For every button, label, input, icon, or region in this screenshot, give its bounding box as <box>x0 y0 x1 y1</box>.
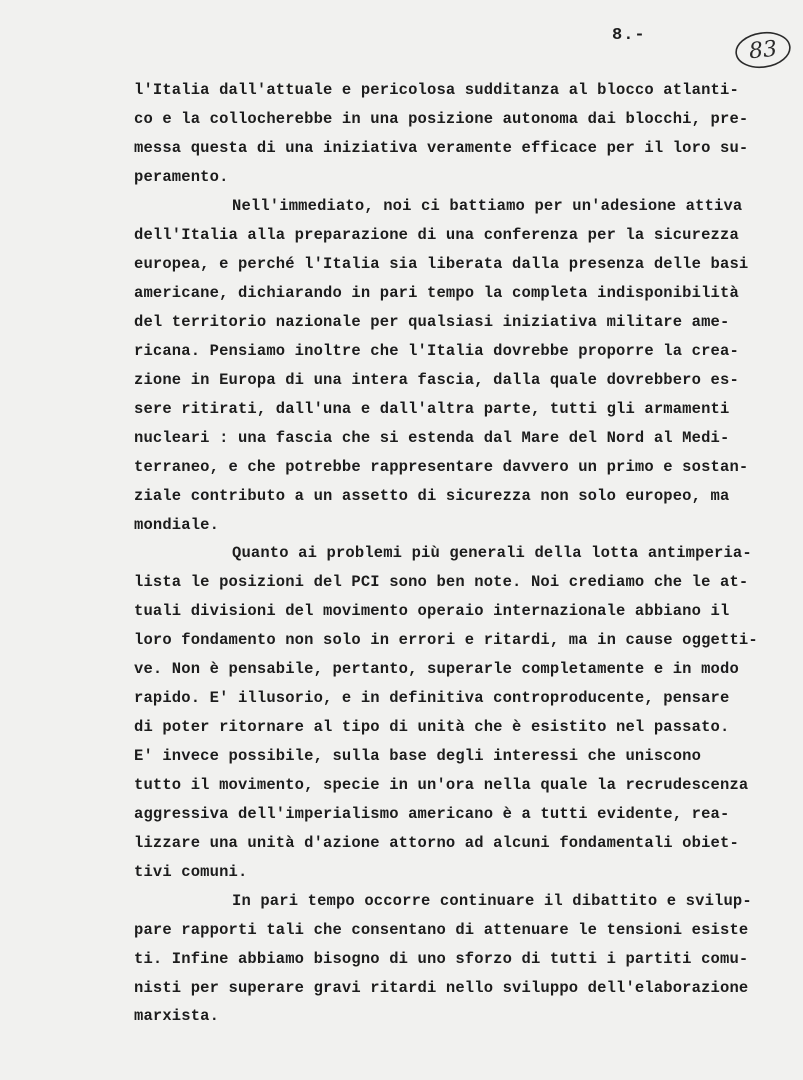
text-line: co e la collocherebbe in una posizione autonoma dai blocchi, pre- <box>134 110 749 128</box>
text-line: nucleari : una fascia che si estenda dal Mare del Nord al Medi- <box>134 429 730 447</box>
text-line: lizzare una unità d'azione attorno ad alcuni fondamentali obiet- <box>134 834 739 852</box>
text-line: ti. Infine abbiamo bisogno di uno sforzo di tutti i partiti comu- <box>134 950 749 968</box>
text-line: di poter ritornare al tipo di unità che è esistito nel passato. <box>134 718 730 736</box>
text-line: del territorio nazionale per qualsiasi iniziativa militare ame- <box>134 313 730 331</box>
text-line: ziale contributo a un assetto di sicurezza non solo europeo, ma <box>134 487 730 505</box>
text-line: tutto il movimento, specie in un'ora nella quale la recrudescenza <box>134 776 749 794</box>
archive-stamp <box>733 30 793 70</box>
text-line: aggressiva dell'imperialismo americano è a tutti evidente, rea- <box>134 805 730 823</box>
text-line: loro fondamento non solo in errori e ritardi, ma in cause oggetti- <box>134 631 758 649</box>
page-number: 8.- <box>612 26 646 45</box>
text-line: ricana. Pensiamo inoltre che l'Italia dovrebbe proporre la crea- <box>134 342 739 360</box>
text-line: nisti per superare gravi ritardi nello sviluppo dell'elaborazione <box>134 979 749 997</box>
text-line: Nell'immediato, noi ci battiamo per un'adesione attiva <box>232 197 743 215</box>
text-line: peramento. <box>134 168 229 186</box>
text-line: lista le posizioni del PCI sono ben note. Noi crediamo che le at- <box>134 573 749 591</box>
text-line: americane, dichiarando in pari tempo la completa indisponibilità <box>134 284 739 302</box>
text-line: mondiale. <box>134 516 220 534</box>
text-line: marxista. <box>134 1007 220 1025</box>
text-line: In pari tempo occorre continuare il dibattito e svilup- <box>232 892 752 910</box>
text-line: l'Italia dall'attuale e pericolosa sudditanza al blocco atlanti- <box>134 81 739 99</box>
text-line: terraneo, e che potrebbe rappresentare davvero un primo e sostan- <box>134 458 749 476</box>
text-line: ve. Non è pensabile, pertanto, superarle completamente e in modo <box>134 660 739 678</box>
text-line: messa questa di una iniziativa veramente efficace per il loro su- <box>134 139 749 157</box>
text-line: Quanto ai problemi più generali della lotta antimperia- <box>232 544 752 562</box>
text-line: europea, e perché l'Italia sia liberata dalla presenza delle basi <box>134 255 749 273</box>
text-line: tivi comuni. <box>134 863 248 881</box>
text-line: dell'Italia alla preparazione di una conferenza per la sicurezza <box>134 226 739 244</box>
text-line: sere ritirati, dall'una e dall'altra parte, tutti gli armamenti <box>134 400 730 418</box>
page-header <box>0 18 803 64</box>
text-line: E' invece possibile, sulla base degli interessi che uniscono <box>134 747 702 765</box>
text-line: tuali divisioni del movimento operaio internazionale abbiano il <box>134 602 730 620</box>
text-line: rapido. E' illusorio, e in definitiva controproducente, pensare <box>134 689 730 707</box>
stamp-number: 83 <box>747 36 779 64</box>
text-line: zione in Europa di una intera fascia, dalla quale dovrebbero es- <box>134 371 739 389</box>
text-line: pare rapporti tali che consentano di attenuare le tensioni esiste <box>134 921 749 939</box>
